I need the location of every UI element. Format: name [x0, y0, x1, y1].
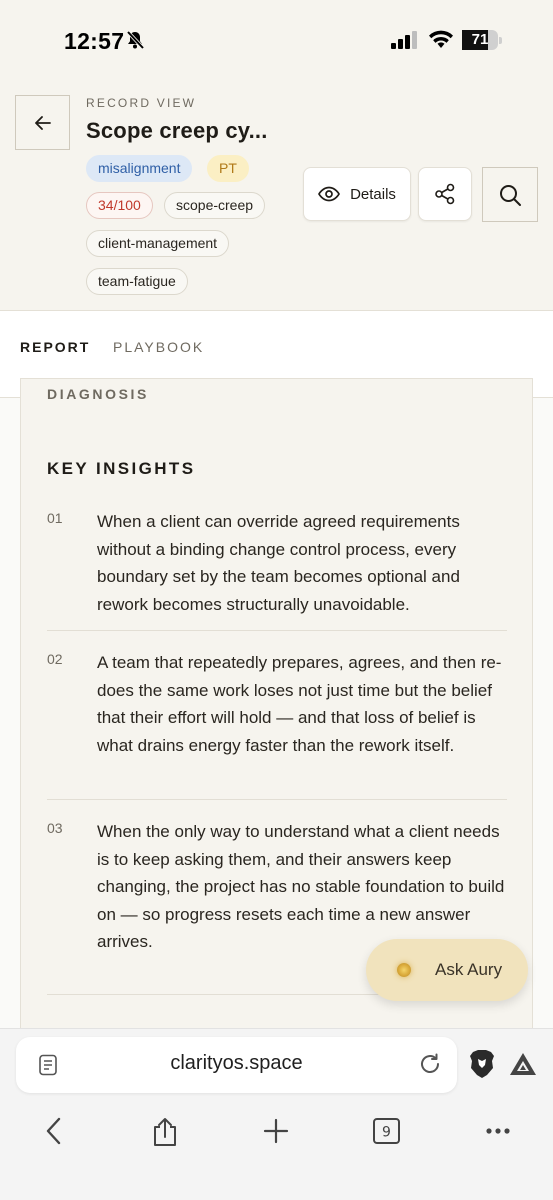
ask-aury-button[interactable]: [366, 939, 528, 1001]
details-button[interactable]: [303, 167, 411, 221]
arrow-left-icon: [34, 115, 52, 131]
eye-icon: [318, 186, 340, 202]
battery-indicator: [462, 30, 502, 50]
details-label: Details: [350, 185, 396, 203]
tag-team-fatigue[interactable]: team-fatigue: [86, 268, 188, 295]
report-content[interactable]: [0, 386, 553, 1028]
record-header: [0, 78, 553, 311]
status-time: 12:57: [64, 28, 125, 54]
insight-text: When the only way to understand what a client needs is to keep asking them, and their answers keep changing, the project has no stable foundation to build on — so progress resets each time a new answer arrives.: [97, 822, 505, 951]
cellular-signal-icon: [391, 31, 419, 54]
battery-percent: 71: [471, 31, 489, 48]
back-button[interactable]: [15, 95, 70, 150]
key-insights-title: KEY INSIGHTS: [47, 459, 196, 478]
brave-shield-icon[interactable]: [469, 1049, 495, 1084]
tag-pt[interactable]: PT: [207, 155, 249, 182]
tag-misalignment[interactable]: misalignment: [86, 155, 192, 182]
share-sheet-icon[interactable]: [151, 1117, 179, 1152]
share-button[interactable]: [418, 167, 472, 221]
insight-number: 03: [47, 820, 63, 836]
divider: [47, 630, 507, 631]
address-bar[interactable]: [16, 1037, 457, 1093]
back-nav-icon[interactable]: [44, 1117, 64, 1150]
reload-icon[interactable]: [418, 1052, 442, 1081]
insight-number: 01: [47, 510, 63, 526]
url-text: clarityos.space: [170, 1052, 303, 1074]
tag-client-management[interactable]: client-management: [86, 230, 229, 257]
aury-glow-icon: [397, 963, 411, 977]
insight-number: 02: [47, 651, 63, 667]
brave-rewards-icon[interactable]: [509, 1052, 537, 1081]
bell-muted-icon: [125, 30, 145, 55]
tabs-icon[interactable]: [372, 1117, 402, 1150]
browser-toolbar: [0, 1028, 553, 1200]
insight-text: When a client can override agreed requirements without a binding change control process, every boundary set by the team becomes optional and rework becomes structurally unavoidable.: [97, 512, 460, 614]
record-view-label: RECORD VIEW: [86, 96, 197, 110]
tab-playbook[interactable]: PLAYBOOK: [113, 339, 205, 355]
score-badge: 34/100: [86, 192, 153, 219]
page-title: Scope creep cy...: [86, 118, 268, 143]
diagnosis-heading: DIAGNOSIS: [47, 386, 149, 402]
insight-text: A team that repeatedly prepares, agrees, and then re-does the same work loses not just time but the belief that their effort will hold — and that loss of belief is what drains energy faster than the rework itself.: [97, 653, 502, 755]
tab-report[interactable]: REPORT: [20, 339, 91, 355]
search-icon: [498, 183, 522, 207]
search-button[interactable]: [482, 167, 538, 222]
wifi-icon: [428, 30, 454, 55]
ask-aury-label: Ask Aury: [435, 960, 503, 979]
new-tab-icon[interactable]: [262, 1117, 290, 1150]
divider: [47, 799, 507, 800]
share-icon: [434, 183, 456, 205]
tab-count: 9: [382, 1124, 391, 1141]
status-bar: [0, 0, 553, 78]
tag-scope-creep[interactable]: scope-creep: [164, 192, 265, 219]
more-menu-icon[interactable]: [484, 1117, 512, 1150]
